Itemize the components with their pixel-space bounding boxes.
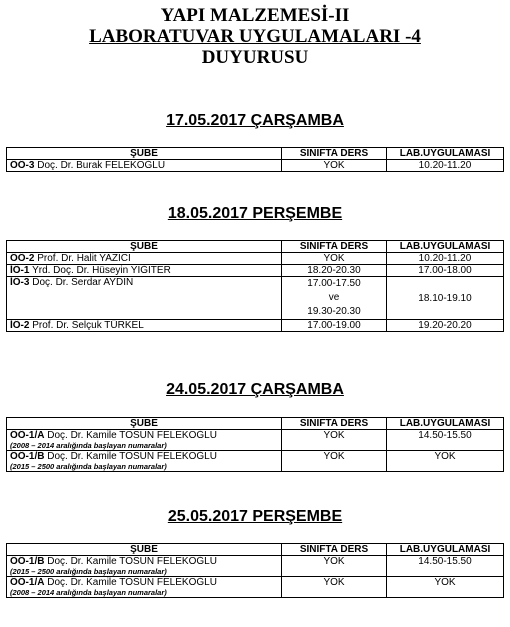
number-range-note: (2008 – 2014 aralığında başlayan numaralar) <box>10 588 167 597</box>
lab-cell: 18.10-19.10 <box>387 277 504 320</box>
sube-code: ÖÖ-3 <box>10 160 35 171</box>
sinif-cell: YOK <box>282 451 387 472</box>
sinif-time: 19.30-20.30 <box>307 306 361 317</box>
table-row <box>7 320 504 332</box>
table-row <box>7 160 504 172</box>
schedule-table <box>6 417 504 472</box>
lab-cell: 17.00-18.00 <box>387 265 504 277</box>
table-header-row <box>7 241 504 253</box>
day-date: 17.05.2017 ÇARŞAMBA <box>166 112 344 129</box>
sube-cell <box>7 556 282 577</box>
table-row <box>7 253 504 265</box>
sube-cell <box>7 320 282 332</box>
sinif-cell: YOK <box>282 577 387 598</box>
table-header-row <box>7 148 504 160</box>
lab-cell: YOK <box>387 577 504 598</box>
lab-cell: 14.50-15.50 <box>387 430 504 451</box>
sinif-cell: YOK <box>282 160 387 172</box>
col-lab: LAB.UYGULAMASI <box>387 148 504 160</box>
day-date: 24.05.2017 ÇARŞAMBA <box>166 381 344 398</box>
instructor-name: Doç. Dr. Kamile TOSUN FELEKOĞLU <box>47 430 217 441</box>
instructor-name: Prof. Dr. Selçuk TÜRKEL <box>32 320 144 331</box>
schedule-table <box>6 543 504 598</box>
table-row <box>7 451 504 472</box>
doc-title-line3: DUYURUSU <box>201 47 309 68</box>
number-range-note: (2015 – 2500 aralığında başlayan numaralar) <box>10 462 167 471</box>
instructor-name: Doç. Dr. Serdar AYDIN <box>32 277 134 288</box>
sube-cell <box>7 451 282 472</box>
col-lab: LAB.UYGULAMASI <box>387 241 504 253</box>
doc-title-line1: YAPI MALZEMESİ-II <box>160 5 350 26</box>
sube-cell <box>7 577 282 598</box>
col-sube: ŞUBE <box>7 544 282 556</box>
table-row <box>7 556 504 577</box>
col-sinif: SINIFTA DERS <box>282 148 387 160</box>
doc-title-line2: LABORATUVAR UYGULAMALARI -4 <box>89 26 421 47</box>
sinif-cell: YOK <box>282 430 387 451</box>
table-header-row <box>7 544 504 556</box>
col-sinif: SINIFTA DERS <box>282 241 387 253</box>
instructor-name: Doç. Dr. Burak FELEKOĞLU <box>37 160 166 171</box>
number-range-note: (2008 – 2014 aralığında başlayan numaralar) <box>10 441 167 450</box>
instructor-name: Yrd. Doç. Dr. Hüseyin YİĞİTER <box>32 265 171 276</box>
day-date: 25.05.2017 PERŞEMBE <box>167 508 343 525</box>
instructor-name: Prof. Dr. Halit YAZICI <box>37 253 131 264</box>
table-row <box>7 430 504 451</box>
sube-code: İÖ-2 <box>10 320 30 331</box>
col-lab: LAB.UYGULAMASI <box>387 418 504 430</box>
sube-code: ÖÖ-1/A <box>10 577 45 588</box>
sinif-cell: 18.20-20.30 <box>282 265 387 277</box>
sube-cell <box>7 253 282 265</box>
col-sube: ŞUBE <box>7 418 282 430</box>
schedule-table <box>6 147 504 172</box>
col-sinif: SINIFTA DERS <box>282 544 387 556</box>
lab-cell: 14.50-15.50 <box>387 556 504 577</box>
sinif-cell: YOK <box>282 253 387 265</box>
col-sube: ŞUBE <box>7 241 282 253</box>
number-range-note: (2015 – 2500 aralığında başlayan numaralar) <box>10 567 167 576</box>
sube-cell <box>7 265 282 277</box>
sinif-time: 17.00-17.50 <box>307 278 361 289</box>
sube-code: ÖÖ-1/A <box>10 430 45 441</box>
schedule-table <box>6 240 504 332</box>
lab-cell: 10.20-11.20 <box>387 253 504 265</box>
day-date: 18.05.2017 PERŞEMBE <box>167 205 343 222</box>
sube-code: İÖ-1 <box>10 265 30 276</box>
col-sube: ŞUBE <box>7 148 282 160</box>
lab-cell: YOK <box>387 451 504 472</box>
sinif-cell: 17.00-19.00 <box>282 320 387 332</box>
sube-code: ÖÖ-2 <box>10 253 35 264</box>
col-lab: LAB.UYGULAMASI <box>387 544 504 556</box>
table-header-row <box>7 418 504 430</box>
col-sinif: SINIFTA DERS <box>282 418 387 430</box>
sube-code: ÖÖ-1/B <box>10 451 45 462</box>
sinif-conjunction: ve <box>328 292 340 303</box>
table-row <box>7 265 504 277</box>
lab-cell: 10.20-11.20 <box>387 160 504 172</box>
sube-cell <box>7 277 282 320</box>
sube-cell <box>7 430 282 451</box>
sube-code: ÖÖ-1/B <box>10 556 45 567</box>
instructor-name: Doç. Dr. Kamile TOSUN FELEKOĞLU <box>47 556 217 567</box>
table-row <box>7 577 504 598</box>
instructor-name: Doç. Dr. Kamile TOSUN FELEKOĞLU <box>47 577 217 588</box>
sube-code: İÖ-3 <box>10 277 30 288</box>
instructor-name: Doç. Dr. Kamile TOSUN FELEKOĞLU <box>47 451 217 462</box>
lab-cell: 19.20-20.20 <box>387 320 504 332</box>
sinif-cell <box>282 277 387 320</box>
table-row <box>7 277 504 320</box>
sinif-cell: YOK <box>282 556 387 577</box>
sube-cell <box>7 160 282 172</box>
